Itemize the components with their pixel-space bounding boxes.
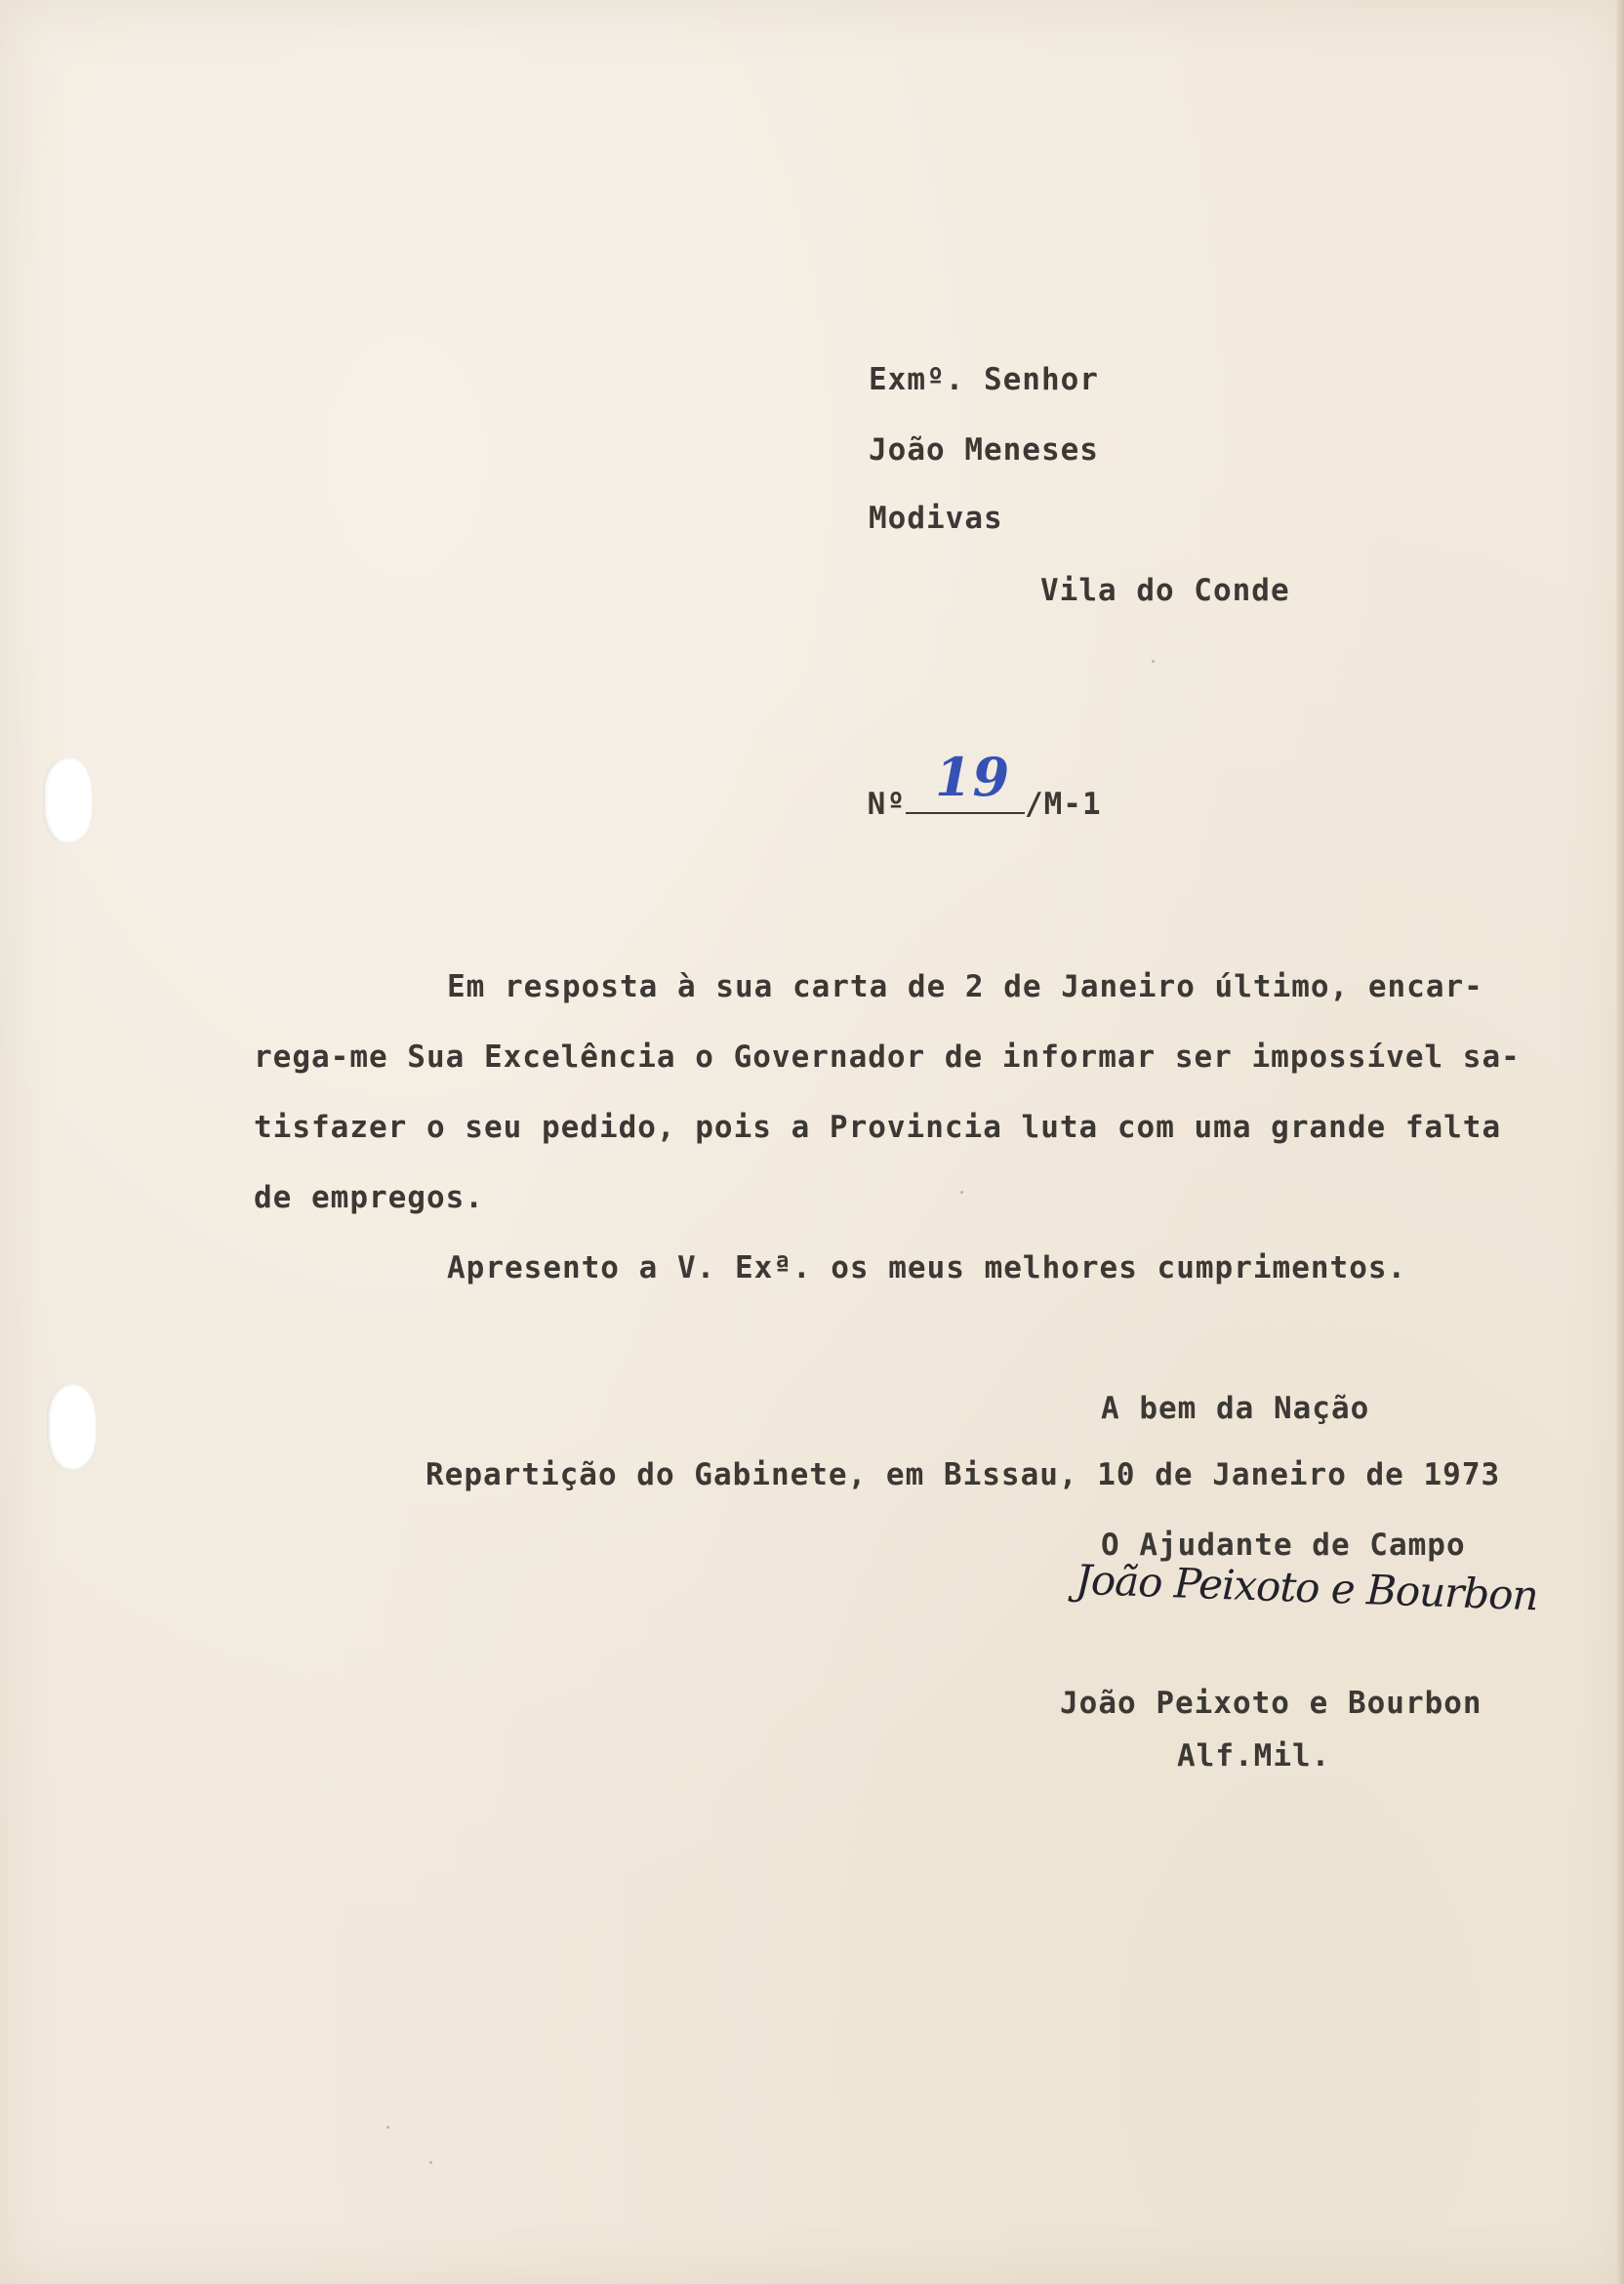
paper-speck: [386, 2126, 389, 2129]
body-line-3: tisfazer o seu pedido, pois a Provincia luta com uma grande falta: [254, 1110, 1502, 1145]
closing-motto: A bem da Nação: [1101, 1391, 1370, 1426]
closing-role: O Ajudante de Campo: [1101, 1528, 1466, 1563]
paper-speck: [1152, 660, 1155, 663]
punch-hole-bottom: [47, 1384, 96, 1470]
closing-place-date: Repartição do Gabinete, em Bissau, 10 de Janeiro de 1973: [426, 1457, 1501, 1492]
signer-rank: Alf.Mil.: [1177, 1738, 1331, 1774]
reference-suffix: /M-1: [1024, 787, 1102, 822]
signer-name: João Peixoto e Bourbon: [1060, 1686, 1482, 1721]
body-line-1: Em resposta à sua carta de 2 de Janeiro último, encar-: [447, 969, 1483, 1004]
body-line-4: de empregos.: [254, 1180, 484, 1215]
paper-speck: [429, 2161, 432, 2164]
address-town: Vila do Conde: [1040, 573, 1290, 608]
body-line-2: rega-me Sua Excelência o Governador de informar ser impossível sa-: [254, 1040, 1521, 1075]
address-locality: Modivas: [869, 501, 1003, 536]
reference-blank: [906, 746, 1025, 814]
reference-prefix: Nº: [867, 787, 906, 822]
paper-speck: [960, 1191, 963, 1194]
paper-edge: [1616, 0, 1624, 2284]
address-salutation: Exmº. Senhor: [869, 362, 1099, 397]
reference-handwritten-number: 19: [934, 746, 1011, 808]
reference-line: [791, 746, 1102, 857]
body-paragraph-2: Apresento a V. Exª. os meus melhores cumprimentos.: [447, 1250, 1407, 1285]
punch-hole-top: [43, 757, 92, 843]
address-name: João Meneses: [869, 432, 1099, 468]
handwritten-signature: João Peixoto e Bourbon: [1075, 1555, 1539, 1620]
